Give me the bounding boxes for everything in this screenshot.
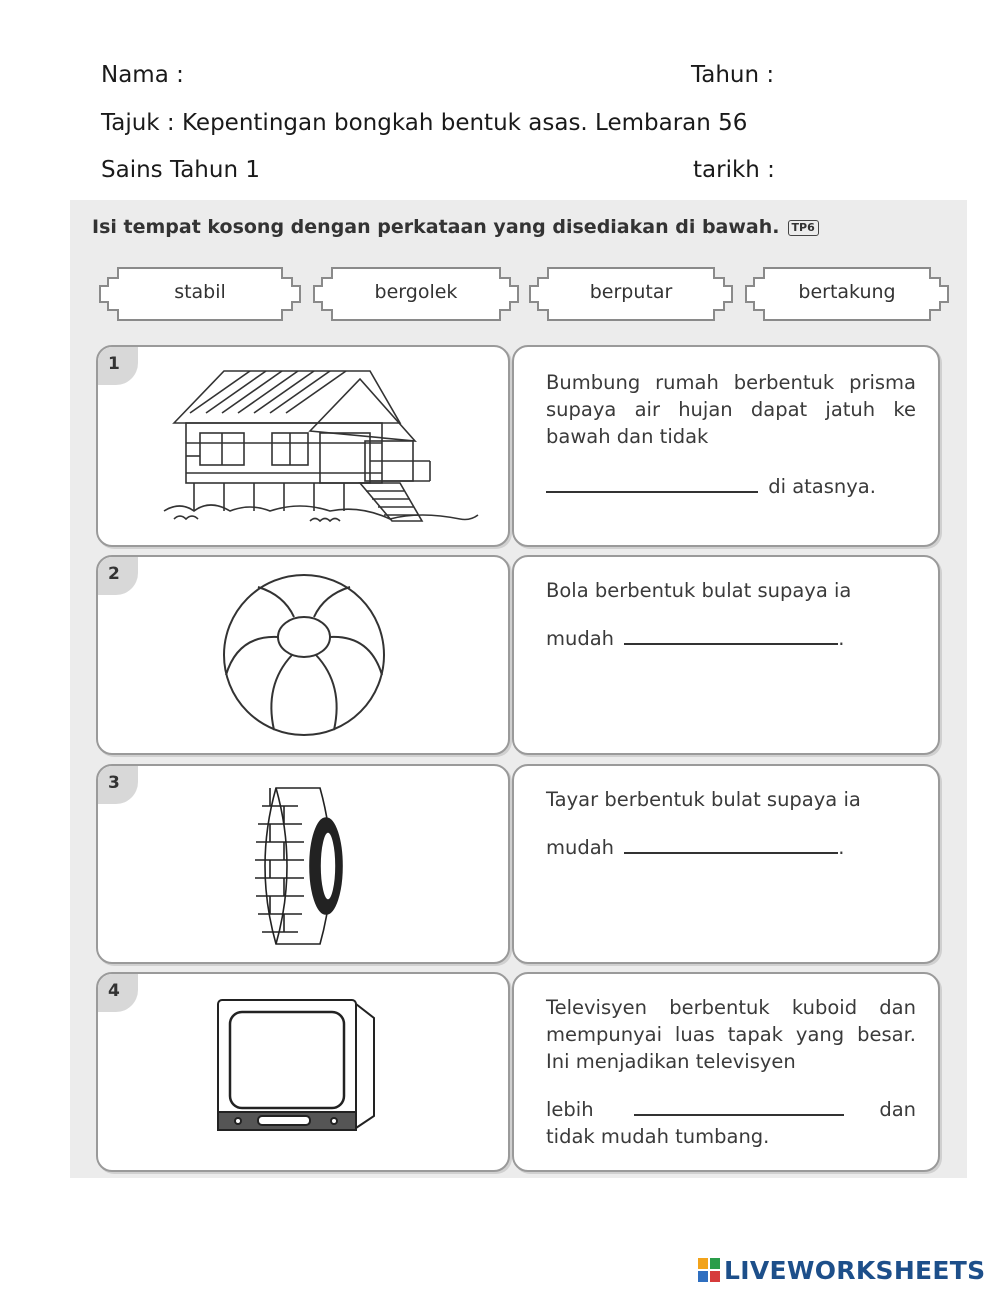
question-2-text-card (512, 555, 940, 755)
answer-blank-2[interactable] (624, 629, 838, 645)
tahun-label: Tahun : (691, 62, 775, 88)
word-label: stabil (174, 281, 226, 303)
question-1-image-card (96, 345, 510, 547)
word-bank-berputar[interactable] (526, 262, 736, 324)
tarikh-label: tarikh : (693, 157, 775, 183)
question-2-answer-line: mudah . (546, 627, 845, 650)
question-2-image-card (96, 555, 510, 755)
question-4-text: Televisyen berbentuk kuboid dan mempunyai luas tapak yang besar. Ini menjadikan televisyen (546, 996, 916, 1073)
question-1-answer-line: di atasnya. (546, 473, 916, 500)
liveworksheets-logo-icon (698, 1258, 720, 1282)
instruction-text: Isi tempat kosong dengan perkataan yang disediakan di bawah. (92, 216, 780, 238)
question-3-text: Tayar berbentuk bulat supaya ia (546, 788, 861, 811)
tire-icon (248, 776, 358, 956)
question-4-image-card (96, 972, 510, 1172)
answer-blank-3[interactable] (624, 838, 838, 854)
question-number: 2 (98, 557, 138, 595)
word-bank-bergolek[interactable] (310, 262, 522, 324)
question-number: 1 (98, 347, 138, 385)
nama-label: Nama : (101, 62, 184, 88)
word-label: bertakung (798, 281, 896, 303)
television-icon (214, 996, 384, 1146)
instruction (92, 216, 819, 238)
logo-text: LIVEWORKSHEETS (724, 1256, 986, 1285)
word-bank-stabil[interactable] (96, 262, 304, 324)
subject-label: Sains Tahun 1 (101, 157, 260, 183)
question-3-text-card (512, 764, 940, 964)
question-number: 4 (98, 974, 138, 1012)
word-label: berputar (589, 281, 673, 303)
house-icon (160, 361, 490, 531)
question-1-text-card (512, 345, 940, 547)
question-4-text-end: tidak mudah tumbang. (546, 1125, 770, 1148)
question-2-text: Bola berbentuk bulat supaya ia (546, 579, 852, 602)
answer-blank-4[interactable] (634, 1100, 844, 1116)
word-label: bergolek (374, 281, 458, 303)
answer-blank-1[interactable] (546, 477, 758, 493)
tajuk-label: Tajuk : Kepentingan bongkah bentuk asas. Lembaran 56 (101, 110, 748, 136)
question-number: 3 (98, 766, 138, 804)
question-3-image-card (96, 764, 510, 964)
ball-icon (214, 565, 394, 745)
question-3-answer-line: mudah . (546, 836, 845, 859)
question-1-text: Bumbung rumah berbentuk prisma supaya air hujan dapat jatuh ke bawah dan tidak (546, 371, 916, 448)
question-4-answer-line: lebih dan (546, 1098, 916, 1121)
tp-badge: TP6 (788, 220, 819, 236)
word-bank-bertakung[interactable] (742, 262, 952, 324)
question-4-text-card (512, 972, 940, 1172)
